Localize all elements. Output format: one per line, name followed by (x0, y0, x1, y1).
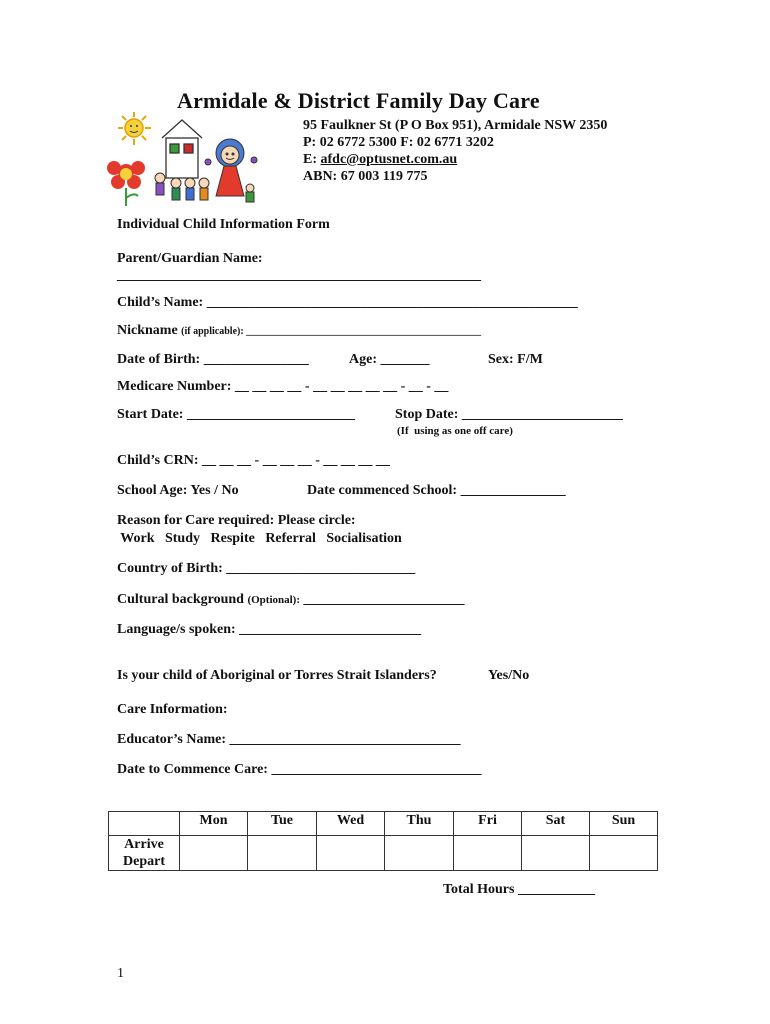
commence-care-field[interactable]: Date to Commence Care: ______________________________ (117, 762, 482, 777)
table-corner-cell (109, 812, 180, 836)
arrive-depart-label (109, 836, 180, 871)
day-header-wed: Wed (317, 812, 385, 836)
day-header-mon: Mon (180, 812, 248, 836)
medicare-number-field[interactable]: Medicare Number: __ __ __ __ - __ __ __ __ __ - __ - __ (117, 379, 449, 394)
day-header-tue: Tue (248, 812, 317, 836)
time-cell-mon[interactable] (180, 836, 248, 871)
nickname-label: Nickname (117, 323, 182, 338)
table-row (109, 836, 658, 871)
email-link[interactable]: afdc@optusnet.com.au (320, 152, 458, 167)
cultural-background-line: _______________________ (300, 592, 465, 607)
email-line (303, 151, 457, 168)
day-header-sun: Sun (590, 812, 658, 836)
organisation-title: Armidale & District Family Day Care (177, 88, 540, 113)
abn: ABN: 67 003 119 775 (303, 169, 428, 184)
educator-name-field[interactable]: Educator’s Name: _________________________________ (117, 732, 461, 747)
house-icon (162, 120, 202, 178)
time-cell-sat[interactable] (522, 836, 590, 871)
day-header-fri: Fri (454, 812, 522, 836)
cultural-background-field[interactable] (117, 592, 465, 608)
reason-options[interactable]: Work Study Respite Referral Socialisation (117, 531, 402, 546)
languages-spoken-field[interactable]: Language/s spoken: __________________________ (117, 622, 422, 637)
sun-icon (118, 112, 151, 145)
time-cell-sun[interactable] (590, 836, 658, 871)
address: 95 Faulkner St (P O Box 951), Armidale NSW 2350 (303, 118, 608, 133)
email-prefix: E: (303, 152, 321, 167)
stop-date-note: (If using as one off care) (397, 425, 513, 437)
day-header-thu: Thu (385, 812, 454, 836)
day-header-sat: Sat (522, 812, 590, 836)
aboriginal-question: Is your child of Aboriginal or Torres Strait Islanders? (117, 668, 437, 683)
phone-fax: P: 02 6772 5300 F: 02 6771 3202 (303, 135, 494, 150)
reason-for-care-label: Reason for Care required: Please circle: (117, 513, 356, 528)
stop-date-field[interactable]: Stop Date: _______________________ (395, 407, 623, 422)
nickname-note: (if applicable): _______________________________________________ (181, 326, 482, 337)
table-header-row (109, 812, 658, 836)
time-cell-fri[interactable] (454, 836, 522, 871)
form-title: Individual Child Information Form (117, 217, 330, 232)
date-of-birth-field[interactable]: Date of Birth: _______________ (117, 352, 309, 367)
family-day-care-logo (104, 108, 274, 208)
arrive-label: Arrive (124, 837, 164, 852)
cultural-background-label: Cultural background (117, 592, 248, 607)
depart-label: Depart (123, 854, 165, 869)
care-information-heading: Care Information: (117, 702, 228, 717)
time-cell-tue[interactable] (248, 836, 317, 871)
flower-icon (107, 161, 145, 206)
child-name-field[interactable]: Child’s Name: _____________________________________________________ (117, 295, 578, 310)
start-date-field[interactable]: Start Date: ________________________ (117, 407, 355, 422)
time-cell-wed[interactable] (317, 836, 385, 871)
child-crn-field[interactable]: Child’s CRN: __ __ __ - __ __ __ - __ __ __ __ (117, 453, 390, 468)
parent-guardian-field[interactable]: ____________________________________________________ (117, 268, 481, 283)
school-age-field[interactable]: School Age: Yes / No (117, 483, 239, 498)
age-field[interactable]: Age: _______ (349, 352, 430, 367)
cultural-background-note: (Optional): (247, 594, 301, 606)
care-schedule-table (108, 811, 658, 871)
total-hours-field[interactable]: Total Hours ___________ (443, 882, 595, 897)
time-cell-thu[interactable] (385, 836, 454, 871)
page-number: 1 (117, 966, 124, 981)
aboriginal-answer[interactable]: Yes/No (488, 668, 530, 683)
sex-field[interactable]: Sex: F/M (488, 352, 543, 367)
date-commenced-school-field[interactable]: Date commenced School: _______________ (307, 483, 566, 498)
parent-guardian-label: Parent/Guardian Name: (117, 251, 263, 266)
country-of-birth-field[interactable]: Country of Birth: ___________________________ (117, 561, 416, 576)
nickname-field[interactable] (117, 323, 481, 339)
